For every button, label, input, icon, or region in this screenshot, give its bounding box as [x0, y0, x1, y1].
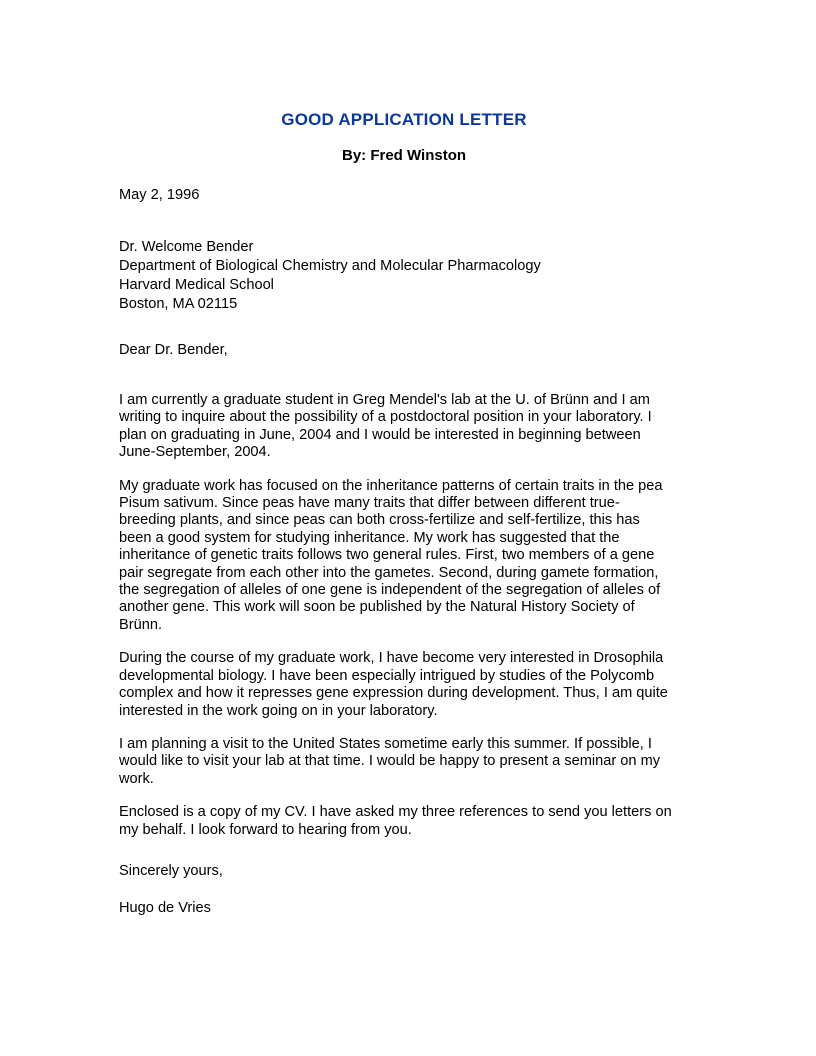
- recipient-city-state-zip: Boston, MA 02115: [119, 296, 238, 312]
- byline: By: Fred Winston: [341, 147, 467, 164]
- letter-content: [119, 186, 675, 918]
- salutation: Dear Dr. Bender,: [119, 342, 228, 358]
- page-title: GOOD APPLICATION LETTER: [281, 110, 527, 129]
- recipient-department: Department of Biological Chemistry and Molecular Pharmacology: [119, 258, 541, 274]
- letter-date: May 2, 1996: [119, 187, 200, 203]
- recipient-name: Dr. Welcome Bender: [119, 239, 254, 255]
- body-paragraph-4: I am planning a visit to the United States sometime early this summer. If possible, I would like to visit your lab at that time. I would be happy to present a seminar on my work.: [119, 735, 661, 787]
- body-paragraph-2: My graduate work has focused on the inheritance patterns of certain traits in the pea Pisum sativum. Since peas have many traits that differ between different true-breeding plants, and since peas can both cross-fertilize and self-fertilize, this has been a good system for studying inheritance. My work has suggested that the inheritance of genetic traits follows two general rules. First, two members of a gene pair segregate from each other into the gametes. Second, during gamete formation, the segregation of alleles of one gene is independent of the segregation of alleles of another gene. This work will soon be published by the Natural History Society of Brünn.: [119, 477, 663, 633]
- signature-name: Hugo de Vries: [119, 899, 211, 916]
- recipient-address-block: [119, 238, 675, 314]
- body-paragraph-5: Enclosed is a copy of my CV. I have asked my three references to send you letters on my behalf. I look forward to hearing from you.: [119, 804, 672, 838]
- body-paragraph-3: During the course of my graduate work, I have become very interested in Drosophila developmental biology. I have been especially intrigued by studies of the Polycomb complex and how it represses gene expression during development. Thus, I am quite interested in the work going on in your laboratory.: [119, 650, 668, 719]
- body-paragraph-1: I am currently a graduate student in Greg Mendel's lab at the U. of Brünn and I am writing to inquire about the possibility of a postdoctoral position in your laboratory. I plan on graduating in June, 2004 and I would be interested in beginning between June-September, 2004.: [119, 392, 652, 461]
- closing-line: Sincerely yours,: [119, 862, 223, 879]
- recipient-institution: Harvard Medical School: [119, 277, 274, 293]
